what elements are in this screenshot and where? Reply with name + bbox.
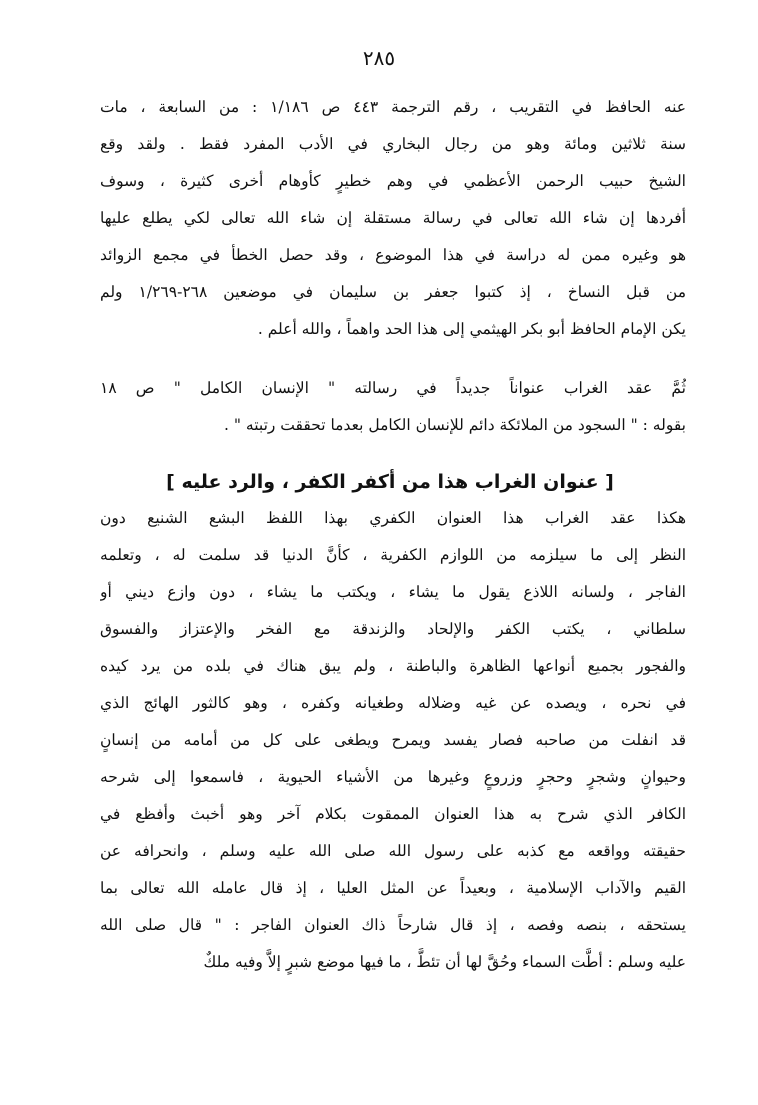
- text-line: قد انفلت من صاحبه فصار يفسد ويمرح ويطغى على كل من أمامه من إنسانٍ: [100, 731, 686, 749]
- text-line: سلطاني ، يكتب الكفر والإلحاد والزندقة مع الفخر والإعتزاز والفسوق: [100, 620, 686, 638]
- text-line: عنه الحافظ في التقريب ، رقم الترجمة ٤٤٣ ص ١/١٨٦ : من السابعة ، مات: [100, 98, 686, 116]
- text-line: القيم والآداب الإسلامية ، وبعيداً عن المثل العليا ، إذ قال عامله الله تعالى بما: [100, 879, 686, 897]
- text-line: أفردها إن شاء الله تعالى في رسالة مستقلة إن شاء الله تعالى لكي يطلع عليها: [100, 209, 686, 227]
- text-line: حقيقته وواقعه مع كذبه على رسول الله صلى الله عليه وسلم ، وانحرافه عن: [100, 842, 686, 860]
- text-line: الشيخ حبيب الرحمن الأعظمي في وهم خطيرٍ كأوهام أخرى كثيرة ، وسوف: [100, 172, 686, 190]
- text-line: عليه وسلم : أطَّت السماء وحُقَّ لها أن تئطَّ ، ما فيها موضع شبرٍ إلاَّ وفيه ملكٌ: [203, 953, 686, 971]
- text-line: سنة ثلاثين ومائة وهو من رجال البخاري في الأدب المفرد فقط . ولقد وقع: [100, 135, 686, 153]
- text-line: بقوله : " السجود من الملائكة دائم للإنسان الكامل بعدما تحققت رتبته " .: [224, 416, 686, 434]
- text-line: وحيوانٍ وشجرٍ وحجرٍ وزروعٍ وغيرها من الأشياء الحيوية ، فاسمعوا إلى شرحه: [100, 768, 686, 786]
- text-line: يكن الإمام الحافظ أبو بكر الهيثمي إلى هذا الحد واهماً ، والله أعلم .: [257, 320, 686, 338]
- text-line: والفجور بجميع أنواعها الظاهرة والباطنة ، ولم يبق هناك في بلده من يرد كيده: [100, 657, 686, 675]
- text-line: الفاجر ، ولسانه اللاذع يقول ما يشاء ، ويكتب ما يشاء ، دون وازع ديني أو: [100, 583, 686, 601]
- section-heading: [ عنوان الغراب هذا من أكفر الكفر ، والرد عليه ]: [166, 471, 614, 493]
- paragraph-body: [100, 500, 686, 981]
- text-line: في نحره ، ويصده عن غيه وضلاله وطغيانه وكفره ، وهو كالثور الهائج الذي: [100, 694, 686, 712]
- paragraph-quote: [100, 370, 686, 444]
- paragraph-footnote: [100, 89, 686, 348]
- text-line: هو وغيره ممن له دراسة في هذا الموضوع ، وقد حصل الخطأ في مجمع الزوائد: [100, 246, 686, 264]
- text-line: يستحقه ، بنصه وفصه ، إذ قال شارحاً ذاك العنوان الفاجر : " قال صلى الله: [100, 916, 686, 934]
- text-line: ثُمَّ عقد الغراب عنواناً جديداً في رسالته " الإنسان الكامل " ص ١٨: [100, 379, 686, 397]
- text-line: من قبل النساخ ، إذ كتبوا جعفر بن سليمان في موضعين ٢٦٨-١/٢٦٩ ولم: [100, 283, 686, 301]
- page-number: ٢٨٥: [362, 46, 396, 70]
- text-line: الكافر الذي شرح به هذا العنوان الممقوت بكلام آخر وهو أخبث وأفظع في: [100, 805, 686, 823]
- text-line: هكذا عقد الغراب هذا العنوان الكفري بهذا اللفظ البشع الشنيع دون: [100, 509, 686, 527]
- text-line: النظر إلى ما سيلزمه من اللوازم الكفرية ، كأنَّ الدنيا قد سلمت له ، وتعلمه: [100, 546, 686, 564]
